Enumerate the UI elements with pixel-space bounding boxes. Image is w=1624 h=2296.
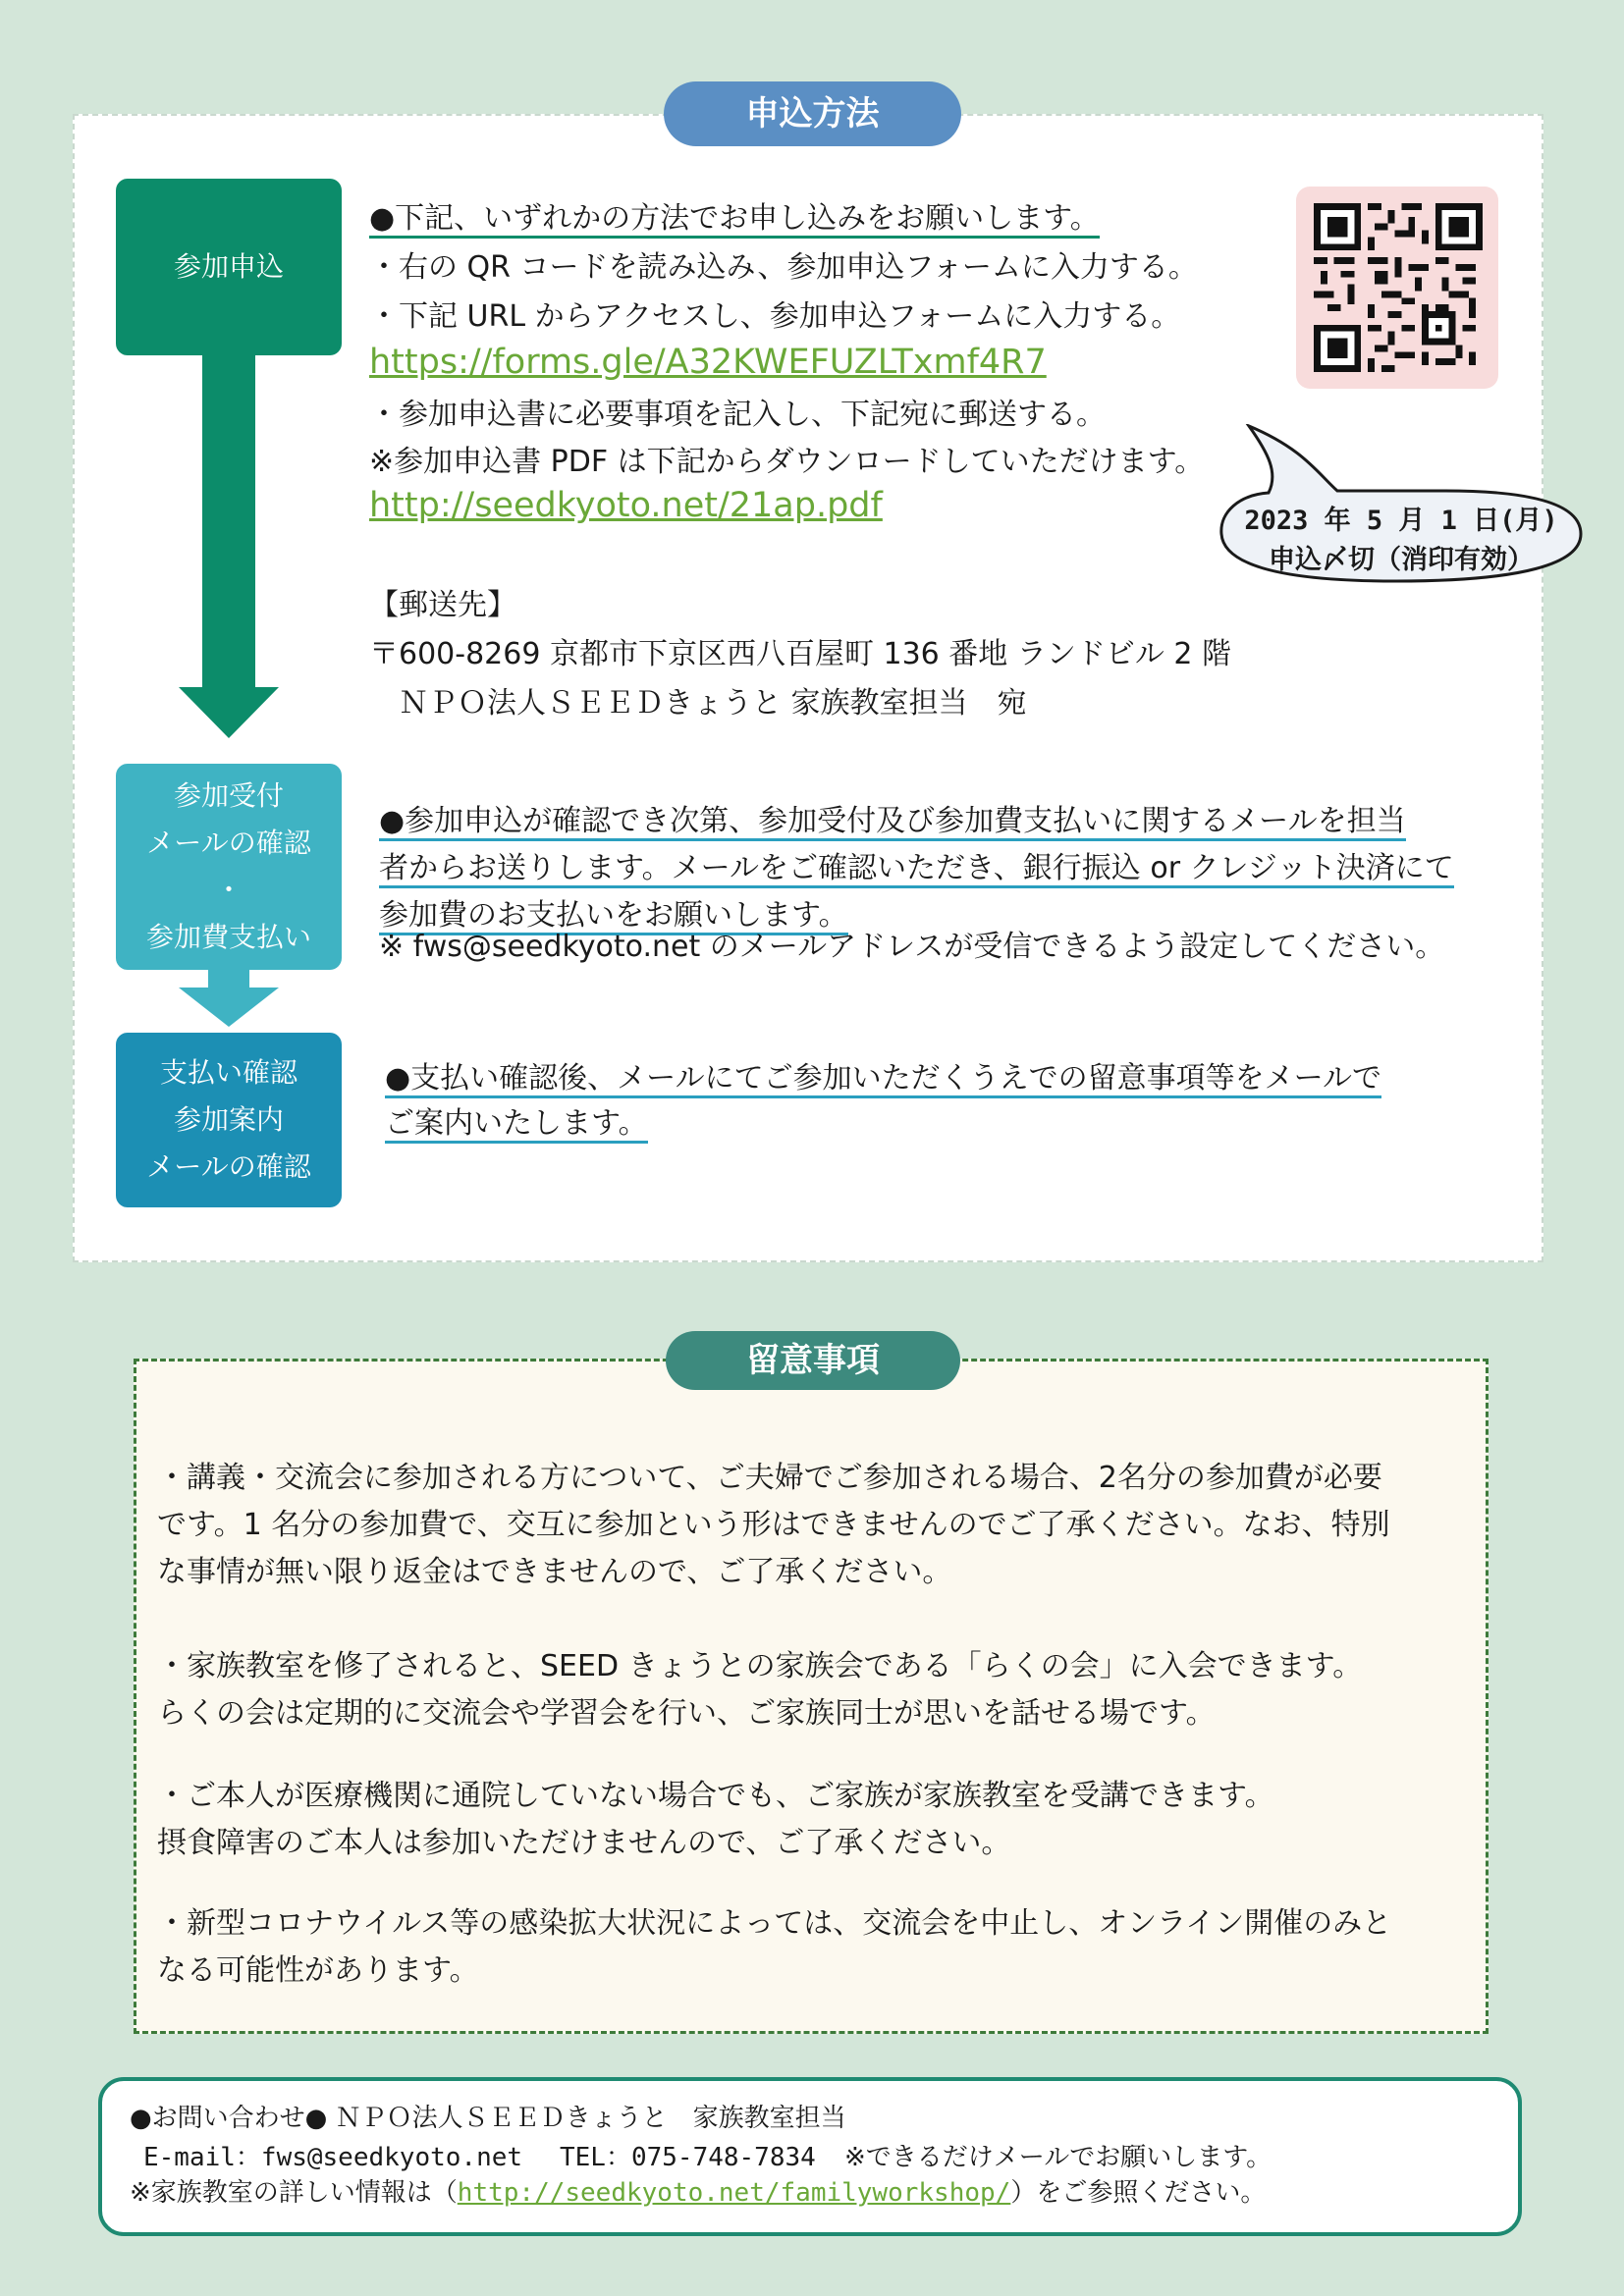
step1-pdf-note: ※参加申込書 PDF は下記からダウンロードしていただけます。 [369,445,1205,479]
note-item-family-group [157,1643,1362,1737]
flow-arrow-icon [208,970,249,989]
application-section-title: 申込方法 [664,81,961,146]
note-line: 摂食障害のご本人は参加いただけませんので、ご了承ください。 [157,1826,1011,1860]
contact-email[interactable]: E-mail：fws@seedkyoto.net [143,2143,523,2172]
deadline-note: 申込〆切（消印有効） [1269,545,1534,575]
step1-url-instruction: ・下記 URL からアクセスし、参加申込フォームに入力する。 [369,299,1181,334]
step1-heading: ●下記、いずれかの方法でお申し込みをお願いします。 [369,194,1100,242]
contact-heading: ●お問い合わせ● ＮＰＯ法人ＳＥＥＤきょうと 家族教室担当 [130,2104,846,2133]
family-workshop-link[interactable]: http://seedkyoto.net/familyworkshop/ [457,2178,1011,2208]
step-label-line: 支払い確認 [159,1056,298,1089]
contact-email-note: ※できるだけメールでお願いします。 [844,2143,1272,2172]
deadline-date: 2023 年 5 月 1 日(月) [1244,506,1558,536]
step-label-line: ・ [214,874,243,906]
flow-arrow-icon [202,355,255,689]
note-item-covid [157,1900,1391,1995]
contact-info-line: ※家族教室の詳しい情報は（http://seedkyoto.net/familyworkshop/）をご参照ください。 [130,2178,1267,2208]
step2-email-note: ※ fws@seedkyoto.net のメールアドレスが受信できるよう設定してください。 [379,930,1445,964]
step-payment-confirmed-label [116,1033,342,1207]
note-item-fee [157,1455,1390,1596]
step-confirm-pay-label [116,764,342,970]
step2-text-line: 者からお送りします。メールをご確認いただき、銀行振込 or クレジット決済にて [379,844,1454,892]
step-label-line: 参加費支払い [145,921,311,953]
note-line: です。1 名分の参加費で、交互に参加という形はできませんのでご了承ください。なお、特別 [157,1508,1390,1542]
note-line: らくの会は定期的に交流会や学習会を行い、ご家族同士が思いを話せる場です。 [157,1696,1216,1731]
step-label-line: 参加受付 [173,779,284,812]
step1-qr-instruction: ・右の QR コードを読み込み、参加申込フォームに入力する。 [369,250,1198,285]
step-label-line: 参加申込 [173,250,284,283]
step1-mail-instruction: ・参加申込書に必要事項を記入し、下記宛に郵送する。 [369,398,1106,432]
note-line: ・ご本人が医療機関に通院していない場合でも、ご家族が家族教室を受講できます。 [157,1779,1274,1813]
step2-text-line: ●参加申込が確認でき次第、参加受付及び参加費支払いに関するメールを担当 [379,797,1406,845]
step3-text-line: ●支払い確認後、メールにてご参加いただくうえでの留意事項等をメールで [385,1054,1381,1102]
contact-phone: TEL：075-748-7834 [560,2143,816,2172]
step-apply-label [116,179,342,355]
application-form-link[interactable]: https://forms.gle/A32KWEFUZLTxmf4R7 [369,343,1047,382]
step3-text-line: ご案内いたします。 [385,1099,648,1148]
step-label-line: メールの確認 [146,1150,311,1183]
note-item-eligibility [157,1773,1274,1867]
qr-code-icon[interactable] [1314,203,1483,372]
note-line: な事情が無い限り返金はできませんので、ご了承ください。 [157,1555,952,1589]
step2-text-line: 参加費のお支払いをお願いします。 [379,891,848,939]
application-pdf-link[interactable]: http://seedkyoto.net/21ap.pdf [369,486,883,525]
note-line: ・講義・交流会に参加される方について、ご夫婦でご参加される場合、2名分の参加費が必要 [157,1461,1382,1495]
step-label-line: 参加案内 [173,1103,284,1136]
step-label-line: メールの確認 [146,827,311,859]
notes-section-title: 留意事項 [666,1331,960,1390]
mailing-address: 〒600-8269 京都市下京区西八百屋町 136 番地 ランドビル 2 階 [369,637,1231,671]
note-line: なる可能性があります。 [157,1953,479,1988]
flow-arrow-head-icon [179,988,279,1027]
mailing-address-heading: 【郵送先】 [369,588,516,622]
note-line: ・新型コロナウイルス等の感染拡大状況によっては、交流会を中止し、オンライン開催のみと [157,1906,1392,1941]
flow-arrow-head-icon [179,687,279,738]
note-line: ・家族教室を修了されると、SEED きょうとの家族会である「らくの会」に入会できます。 [157,1649,1363,1683]
mailing-recipient: ＮＰＯ法人ＳＥＥＤきょうと 家族教室担当 宛 [399,686,1027,721]
